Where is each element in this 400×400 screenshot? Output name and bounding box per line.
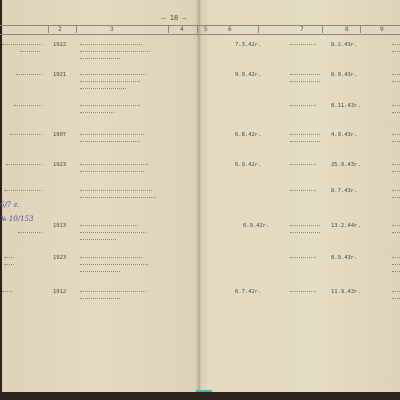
column-divider (360, 26, 361, 33)
burial-cell (392, 132, 400, 148)
conscription-date-cell: 6.8.42г. (235, 132, 262, 138)
name-cell (0, 188, 44, 195)
column-divider (197, 26, 198, 33)
birthplace-cell (80, 162, 158, 176)
death-date-cell: 25.9.43г. (331, 162, 361, 168)
name-cell (0, 223, 44, 237)
burial-cell (392, 289, 400, 305)
birth-year-cell: 1922 (53, 42, 67, 48)
page-number: – 18 – (161, 14, 187, 22)
burial-cell (392, 188, 400, 204)
column-number: 3 (110, 26, 114, 33)
burial-cell (392, 42, 400, 58)
column-divider (168, 26, 169, 33)
death-date-cell: 8.11.43г. (331, 103, 361, 109)
birthplace-cell (80, 72, 158, 94)
column-number: 5 (204, 26, 208, 33)
birthplace-cell (80, 132, 158, 146)
header-rule-bottom (0, 34, 400, 35)
birth-year-cell: 1921 (53, 72, 67, 78)
conscription-date-cell: 9.9.42г. (235, 72, 262, 78)
birthplace-cell (80, 255, 158, 277)
rank-cell (290, 103, 318, 110)
name-cell (0, 103, 44, 110)
column-divider (322, 26, 323, 33)
death-date-cell: 11.9.43г. (331, 289, 361, 295)
name-cell (0, 42, 44, 56)
column-number: 7 (300, 26, 304, 33)
birthplace-cell (80, 188, 158, 202)
handwritten-note: № 10/153 (0, 215, 34, 223)
birth-year-cell: 1912 (53, 289, 67, 295)
name-cell (0, 255, 44, 269)
burial-cell (392, 255, 400, 277)
death-date-cell: 8.9.43г. (331, 72, 358, 78)
birth-year-cell: 1913 (53, 223, 67, 229)
birthplace-cell (80, 103, 158, 117)
column-number: 4 (180, 26, 184, 33)
column-number: 8 (345, 26, 349, 33)
death-date-cell: 8.7.43г. (331, 188, 358, 194)
birth-year-cell: 1923 (53, 255, 67, 261)
column-number: 9 (380, 26, 384, 33)
rank-cell (290, 223, 320, 237)
birthplace-cell (80, 223, 158, 245)
rank-cell (290, 162, 318, 169)
column-divider (258, 26, 259, 33)
scan-edge-left (0, 0, 2, 400)
birth-year-cell: 1923 (53, 162, 67, 168)
rank-cell (290, 132, 320, 146)
name-cell (0, 162, 44, 169)
burial-cell (392, 162, 400, 178)
conscription-date-cell: 7.3.42г. (235, 42, 262, 48)
rank-cell (290, 42, 318, 49)
rank-cell (290, 72, 320, 86)
column-divider (76, 26, 77, 33)
birthplace-cell (80, 42, 158, 64)
conscription-date-cell: 6.9.42г. (243, 223, 270, 229)
name-cell (0, 72, 44, 86)
rank-cell (290, 188, 318, 195)
rank-cell (290, 289, 318, 296)
name-cell (0, 289, 44, 296)
page-fold (197, 0, 201, 392)
handwritten-note: 6/7 г. (0, 201, 20, 209)
conscription-date-cell: 6.9.42г. (235, 162, 262, 168)
burial-cell (392, 223, 400, 239)
birthplace-cell (80, 289, 158, 303)
death-date-cell: 13.2.44г. (331, 223, 361, 229)
color-target-tab (196, 390, 212, 392)
conscription-date-cell: 6.7.42г. (235, 289, 262, 295)
column-number: 2 (58, 26, 62, 33)
rank-cell (290, 255, 318, 262)
scan-edge-bottom (0, 392, 400, 400)
name-cell (0, 132, 44, 139)
column-number: 6 (228, 26, 232, 33)
death-date-cell: 4.9.43г. (331, 132, 358, 138)
death-date-cell: 8.9.43г. (331, 255, 358, 261)
death-date-cell: 8.2.43г. (331, 42, 358, 48)
column-divider (48, 26, 49, 33)
burial-cell (392, 72, 400, 88)
burial-cell (392, 103, 400, 119)
birth-year-cell: 1907 (53, 132, 67, 138)
